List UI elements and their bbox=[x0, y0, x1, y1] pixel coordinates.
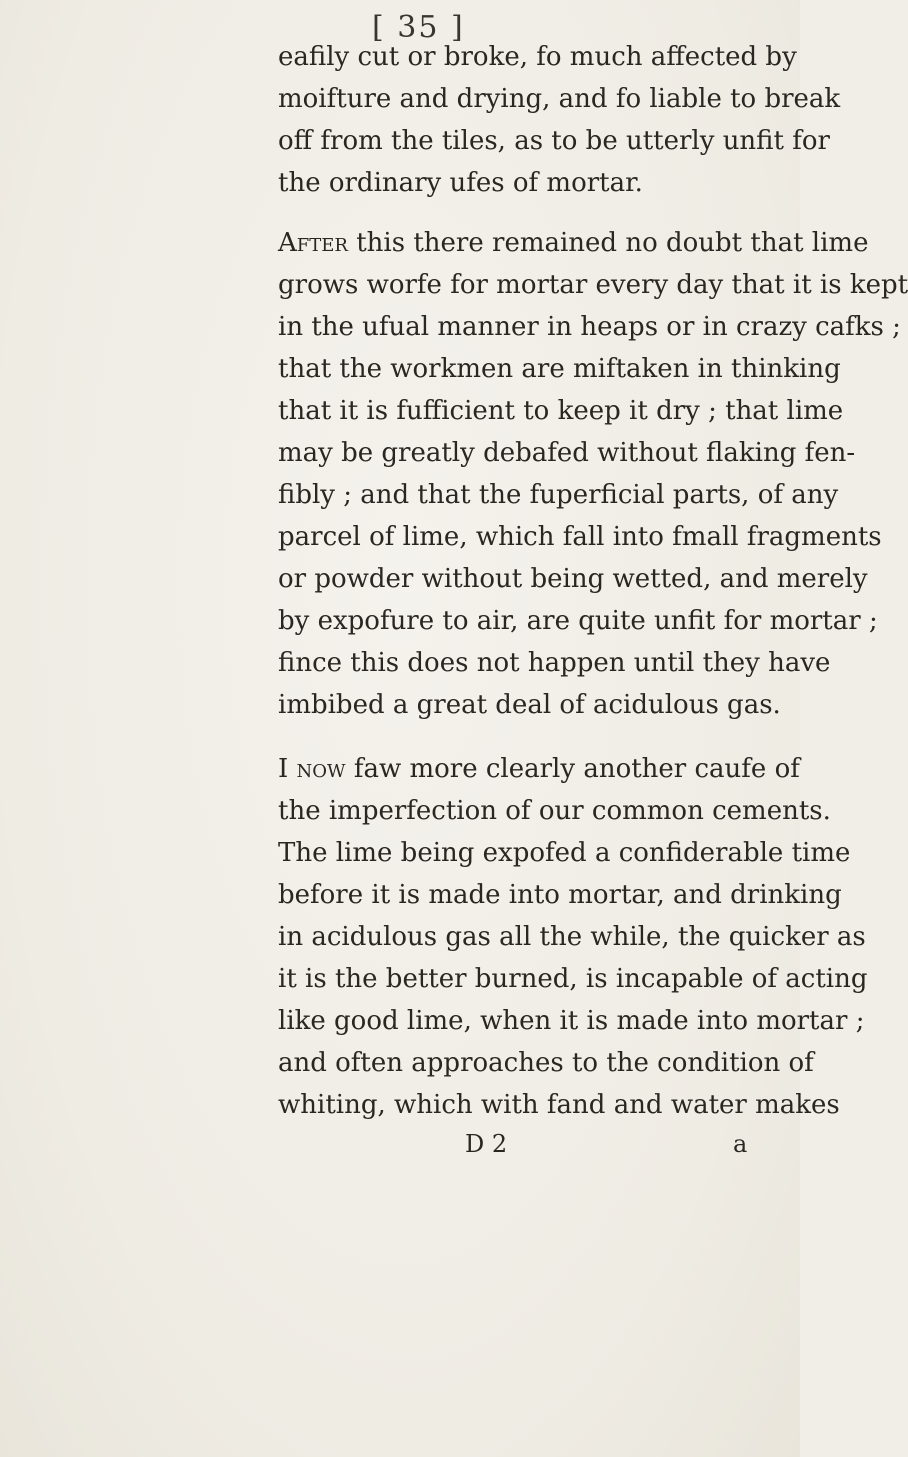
text-line: that it is fufficient to keep it dry ; that lime bbox=[278, 396, 844, 426]
text-line: by expofure to air, are quite unfit for mortar ; bbox=[278, 606, 878, 636]
lead-smallcaps: now bbox=[288, 754, 346, 784]
text-line: the imperfection of our common cements. bbox=[278, 796, 831, 826]
text-line-first bbox=[278, 224, 869, 262]
page-number: [ 35 ] bbox=[372, 10, 465, 45]
text-line: that the workmen are miftaken in thinking bbox=[278, 354, 841, 384]
text-line: fince this does not happen until they have bbox=[278, 648, 831, 678]
lead-initial: I bbox=[278, 754, 289, 784]
text-line: grows worfe for mortar every day that it is kept bbox=[278, 270, 908, 300]
lead-word: After bbox=[278, 228, 348, 258]
text-line: off from the tiles, as to be utterly unfit for bbox=[278, 126, 830, 156]
text-line: The lime being expofed a confiderable time bbox=[278, 838, 851, 868]
text-line: parcel of lime, which fall into fmall fragments bbox=[278, 522, 882, 552]
text-line: in acidulous gas all the while, the quicker as bbox=[278, 922, 866, 952]
signature-mark: D 2 bbox=[465, 1130, 508, 1158]
text-line: may be greatly debafed without flaking fen- bbox=[278, 438, 856, 468]
text-line: moifture and drying, and fo liable to break bbox=[278, 84, 841, 114]
text-line: whiting, which with fand and water makes bbox=[278, 1090, 840, 1120]
text-line: in the ufual manner in heaps or in crazy cafks ; bbox=[278, 312, 901, 342]
line-rest: this there remained no doubt that lime bbox=[347, 228, 869, 258]
text-line: fibly ; and that the fuperficial parts, of any bbox=[278, 480, 839, 510]
text-line: the ordinary ufes of mortar. bbox=[278, 168, 643, 198]
text-line: it is the better burned, is incapable of acting bbox=[278, 964, 868, 994]
text-line-first bbox=[278, 750, 800, 788]
text-line: before it is made into mortar, and drinking bbox=[278, 880, 842, 910]
text-line: imbibed a great deal of acidulous gas. bbox=[278, 690, 781, 720]
lead-word bbox=[278, 754, 346, 784]
text-line: or powder without being wetted, and merely bbox=[278, 564, 868, 594]
text-line: eafily cut or broke, fo much affected by bbox=[278, 42, 797, 72]
text-line: and often approaches to the condition of bbox=[278, 1048, 814, 1078]
line-rest: faw more clearly another caufe of bbox=[345, 754, 800, 784]
text-line: like good lime, when it is made into mortar ; bbox=[278, 1006, 865, 1036]
catchword: a bbox=[733, 1130, 748, 1158]
